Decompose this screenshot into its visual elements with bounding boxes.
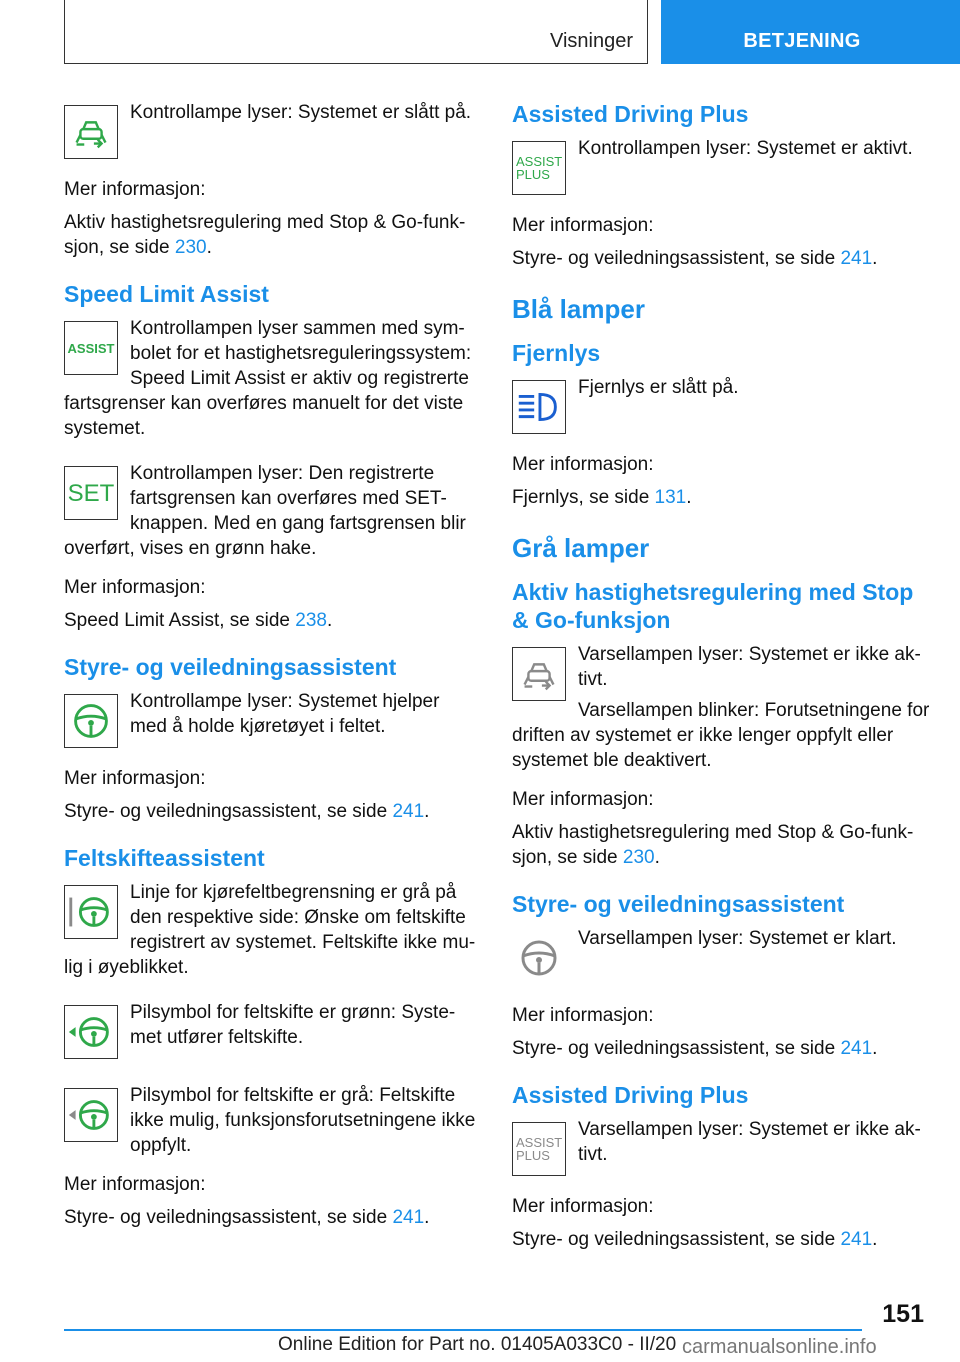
reference-text: Styre- og veiledningsassistent, se side xyxy=(64,1207,393,1228)
entry-text: Kontrollampen lyser: Den registrerte fartsgrensen kan overføres med SET-knappen. Med en gang fartsgrensen blir overført, vises en grønn hake. xyxy=(64,463,466,559)
entry-text: Varsellampen blinker: Forutsetningene for driften av systemet er ikke lenger oppfylt eller systemet ble deaktivert. xyxy=(512,700,930,771)
entry-sla-set xyxy=(64,461,478,561)
header-section-label: Visninger xyxy=(549,30,633,52)
entry-text: Varsellampen lyser: Systemet er klart. xyxy=(578,928,897,949)
steering-wheel-green-icon xyxy=(64,694,118,748)
more-info-label: Mer informasjon: xyxy=(512,454,654,475)
more-info-label: Mer informasjon: xyxy=(512,789,654,810)
section-heading: Grå lamper xyxy=(512,533,650,563)
assist-plus-grey-icon xyxy=(512,1122,566,1176)
entry-lane-change-grey-line xyxy=(64,880,478,980)
right-column xyxy=(512,100,932,1252)
reference-text: Fjernlys, se side xyxy=(512,487,655,508)
more-info-label: Mer informasjon: xyxy=(512,215,654,236)
footer-edition: Online Edition for Part no. 01405A033C0 - II/20 xyxy=(278,1334,677,1355)
entry-adp-green xyxy=(512,136,932,199)
section-heading: Blå lamper xyxy=(512,294,645,324)
steering-wheel-grey-icon xyxy=(512,931,566,985)
reference-text: Aktiv hastighetsregulering med Stop & Go-funk-sjon, se side xyxy=(512,822,914,868)
entry-high-beam xyxy=(512,375,932,438)
entry-text: Pilsymbol for feltskifte er grå: Feltskifte ikke mulig, funksjonsforutsetningene ikke oppfylt. xyxy=(130,1085,476,1156)
more-info-label: Mer informasjon: xyxy=(64,1174,206,1195)
entry-lane-change-grey-arrow xyxy=(64,1083,478,1158)
entry-adp-grey xyxy=(512,1117,932,1180)
assist-plus-green-icon xyxy=(512,141,566,195)
page-number: 151 xyxy=(882,1300,924,1328)
entry-text: Pilsymbol for feltskifte er grønn: Syste-met utfører feltskifte. xyxy=(130,1002,456,1048)
section-heading: Aktiv hastighetsregulering med Stop & Go-funksjon xyxy=(512,579,914,633)
section-heading: Styre- og veiledningsassistent xyxy=(512,891,845,917)
header-section-box xyxy=(64,0,648,64)
entry-acc-grey xyxy=(512,642,932,773)
acc-grey-icon xyxy=(512,647,566,701)
entry-steering-grey xyxy=(512,926,932,989)
reference-text: Speed Limit Assist, se side xyxy=(64,610,296,631)
section-heading: Fjernlys xyxy=(512,340,601,366)
assist-icon-text: ASSIST xyxy=(67,340,115,356)
entry-acc-green xyxy=(64,100,478,163)
reference: Aktiv hastighetsregulering med Stop & Go-funk-sjon, se side 230. xyxy=(64,212,466,258)
reference: Styre- og veiledningsassistent, se side 241. xyxy=(512,1229,878,1250)
reference: Styre- og veiledningsassistent, se side 241. xyxy=(512,248,878,269)
entry-text: Varsellampen lyser: Systemet er ikke ak-tivt. xyxy=(578,644,921,690)
entry-text: Fjernlys er slått på. xyxy=(578,377,739,398)
page-link[interactable]: 131 xyxy=(654,487,687,508)
header-tab xyxy=(661,0,960,64)
header-tab-label: BETJENING xyxy=(743,30,861,52)
set-icon xyxy=(64,466,118,520)
set-icon-text: SET xyxy=(67,479,115,507)
reference-text: Styre- og veiledningsassistent, se side xyxy=(64,801,393,822)
more-info-label: Mer informasjon: xyxy=(512,1196,654,1217)
reference: Styre- og veiledningsassistent, se side 241. xyxy=(512,1038,878,1059)
assist-plus-line2: PLUS xyxy=(516,167,550,182)
footer-divider xyxy=(64,1329,862,1331)
reference: Fjernlys, se side 131. xyxy=(512,487,692,508)
section-heading: Feltskifteassistent xyxy=(64,845,265,871)
reference-text: Aktiv hastighetsregulering med Stop & Go-funk-sjon, se side xyxy=(64,212,466,258)
entry-text: Linje for kjørefeltbegrensning er grå på den respektive side: Ønske om feltskifte registrert av systemet. Feltskifte ikke mu-lig i øyeblikket. xyxy=(64,882,476,978)
left-column xyxy=(64,100,478,1230)
assist-icon xyxy=(64,321,118,375)
lane-change-green-arrow-icon xyxy=(64,1005,118,1059)
reference: Speed Limit Assist, se side 238. xyxy=(64,610,333,631)
page-link[interactable]: 241 xyxy=(392,801,425,822)
lane-change-grey-arrow-icon xyxy=(64,1088,118,1142)
section-heading: Assisted Driving Plus xyxy=(512,101,749,127)
reference: Styre- og veiledningsassistent, se side 241. xyxy=(64,1207,430,1228)
page-link[interactable]: 230 xyxy=(174,237,207,258)
reference: Aktiv hastighetsregulering med Stop & Go-funk-sjon, se side 230. xyxy=(512,822,914,868)
more-info-label: Mer informasjon: xyxy=(64,577,206,598)
reference-text: Styre- og veiledningsassistent, se side xyxy=(512,248,841,269)
high-beam-icon xyxy=(512,380,566,434)
entry-steering-green xyxy=(64,689,478,752)
more-info-label: Mer informasjon: xyxy=(64,179,206,200)
entry-text: Kontrollampen lyser: Systemet er aktivt. xyxy=(578,138,913,159)
section-heading: Speed Limit Assist xyxy=(64,281,269,307)
footer-watermark: carmanualsonline.info xyxy=(682,1336,877,1358)
reference-text: Styre- og veiledningsassistent, se side xyxy=(512,1038,841,1059)
reference-text: Styre- og veiledningsassistent, se side xyxy=(512,1229,841,1250)
page-link[interactable]: 241 xyxy=(840,1038,873,1059)
more-info-label: Mer informasjon: xyxy=(64,768,206,789)
entry-lane-change-green-arrow xyxy=(64,1000,478,1063)
section-heading: Assisted Driving Plus xyxy=(512,1082,749,1108)
page-link[interactable]: 241 xyxy=(840,1229,873,1250)
page-link[interactable]: 241 xyxy=(840,248,873,269)
entry-sla-assist xyxy=(64,316,478,441)
page-link[interactable]: 241 xyxy=(392,1207,425,1228)
assist-plus-line2: PLUS xyxy=(516,1148,550,1163)
entry-text: Varsellampen lyser: Systemet er ikke ak-tivt. xyxy=(578,1119,921,1165)
entry-text: Kontrollampen lyser sammen med sym-bolet for et hastighetsreguleringssystem: Speed Limit Assist er aktiv og registrerte fartsgrenser kan overføres manuelt for det viste systemet. xyxy=(64,318,472,439)
lane-change-line-icon xyxy=(64,885,118,939)
reference: Styre- og veiledningsassistent, se side 241. xyxy=(64,801,430,822)
assist-plus-line1: ASSIST xyxy=(516,1135,563,1150)
assist-plus-line1: ASSIST xyxy=(516,154,563,169)
entry-text: Kontrollampe lyser: Systemet hjelper med å holde kjøretøyet i feltet. xyxy=(130,691,440,737)
page-link[interactable]: 230 xyxy=(622,847,655,868)
page-link[interactable]: 238 xyxy=(295,610,327,631)
more-info-label: Mer informasjon: xyxy=(512,1005,654,1026)
acc-green-icon xyxy=(64,105,118,159)
entry-text: Kontrollampe lyser: Systemet er slått på. xyxy=(130,102,472,123)
section-heading: Styre- og veiledningsassistent xyxy=(64,654,397,680)
